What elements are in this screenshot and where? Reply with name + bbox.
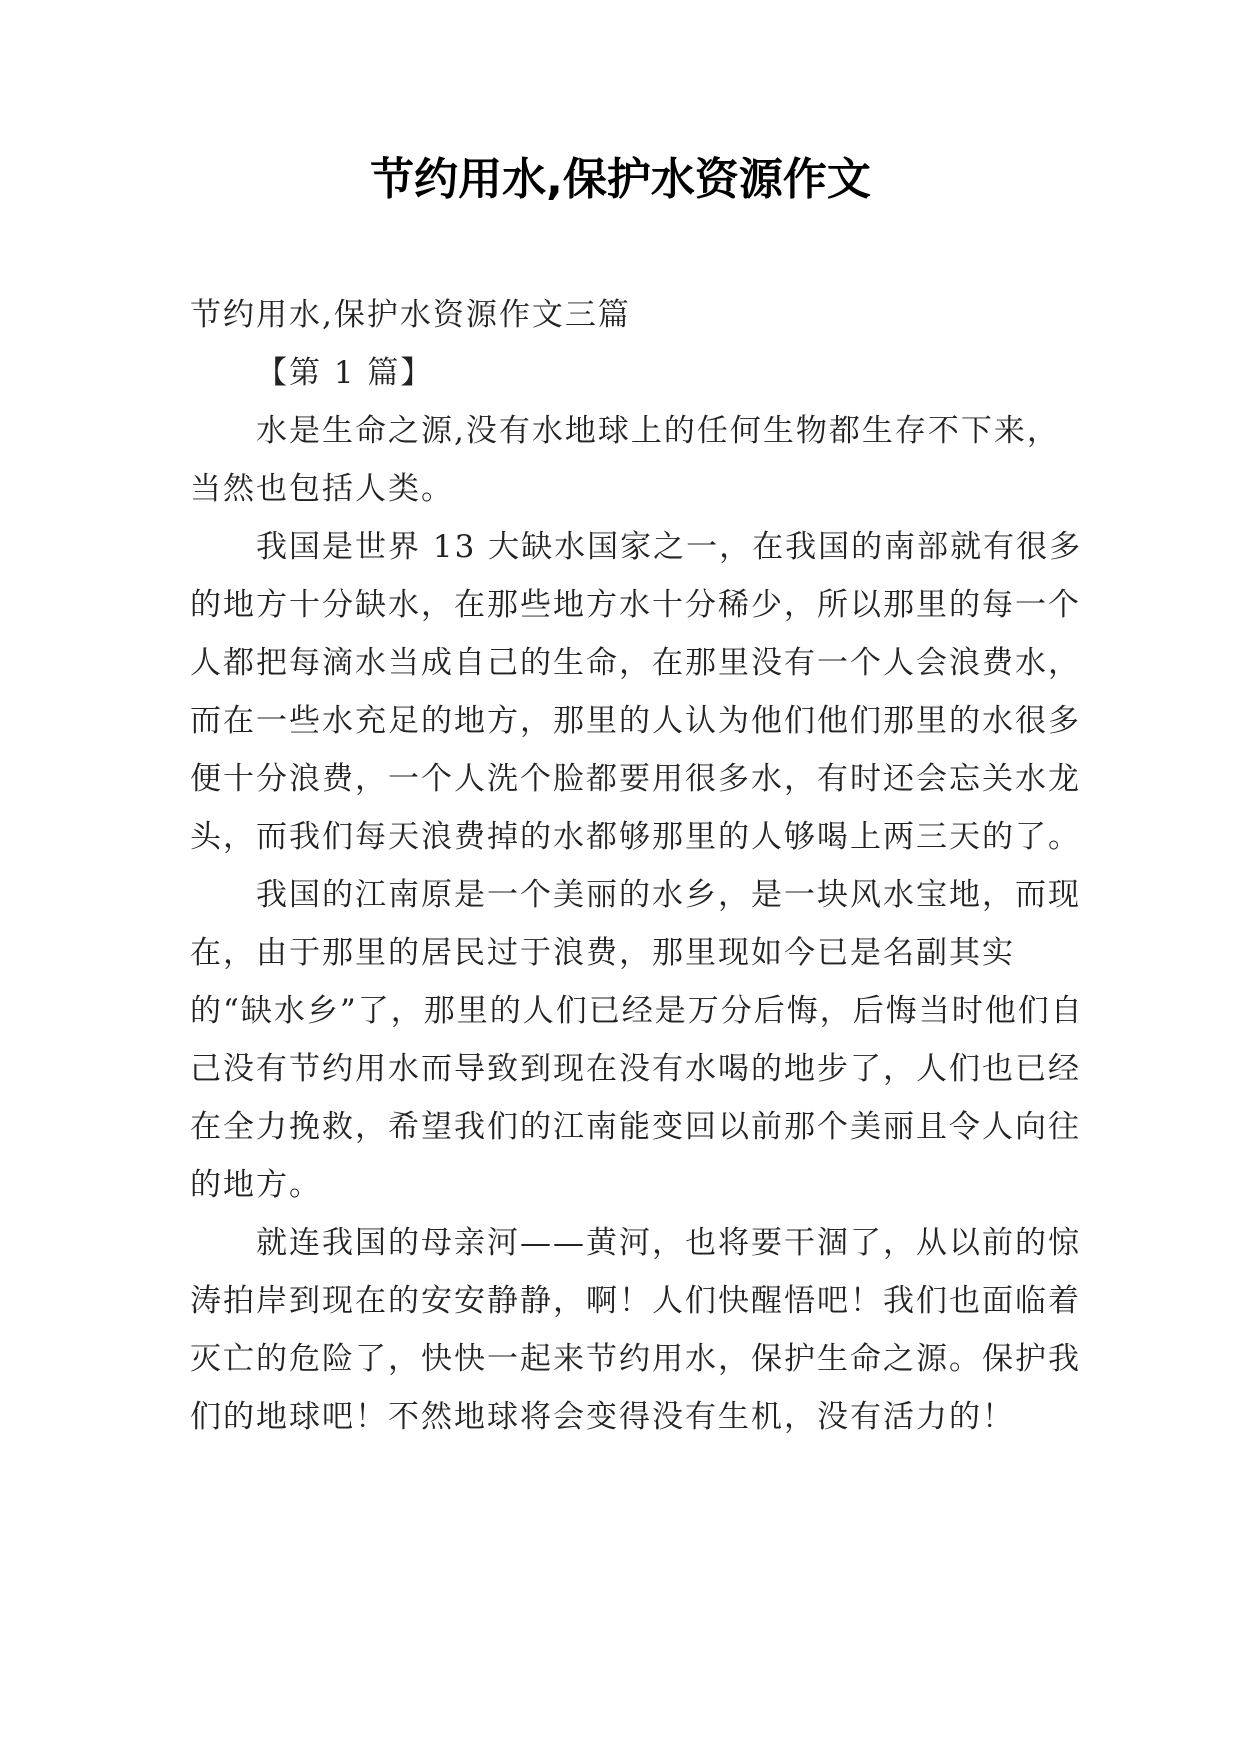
- paragraph-2: 我国是世界 13 大缺水国家之一，在我国的南部就有很多的地方十分缺水，在那些地方水十分稀少，所以那里的每一个人都把每滴水当成自己的生命，在那里没有一个人会浪费水，而在一些水充足的地方，那里的人认为他们他们那里的水很多便十分浪费，一个人洗个脸都要用很多水，有时还会忘关水龙头，而我们每天浪费掉的水都够那里的人够喝上两三天的了。: [190, 529, 1083, 855]
- document-subtitle: 节约用水,保护水资源作文三篇: [190, 297, 631, 333]
- section-label: 【第 1 篇】: [256, 355, 434, 391]
- document-body: [190, 286, 1086, 1446]
- paragraph-1: 水是生命之源,没有水地球上的任何生物都生存不下来，当然也包括人类。: [190, 413, 1060, 507]
- document-title: 节约用水,保护水资源作文: [370, 154, 871, 205]
- paragraph-4: 就连我国的母亲河——黄河，也将要干涸了，从以前的惊涛拍岸到现在的安安静静，啊！人们快醒悟吧！我们也面临着灭亡的危险了，快快一起来节约用水，保护生命之源。保护我们的地球吧！不然地球将会变得没有生机，没有活力的！: [190, 1225, 1081, 1435]
- paragraph-3: 我国的江南原是一个美丽的水乡，是一块风水宝地，而现在，由于那里的居民过于浪费，那里现如今已是名副其实的“缺水乡”了，那里的人们已经是万分后悔，后悔当时他们自己没有节约用水而导致到现在没有水喝的地步了，人们也已经在全力挽救，希望我们的江南能变回以前那个美丽且令人向往的地方。: [190, 877, 1084, 1203]
